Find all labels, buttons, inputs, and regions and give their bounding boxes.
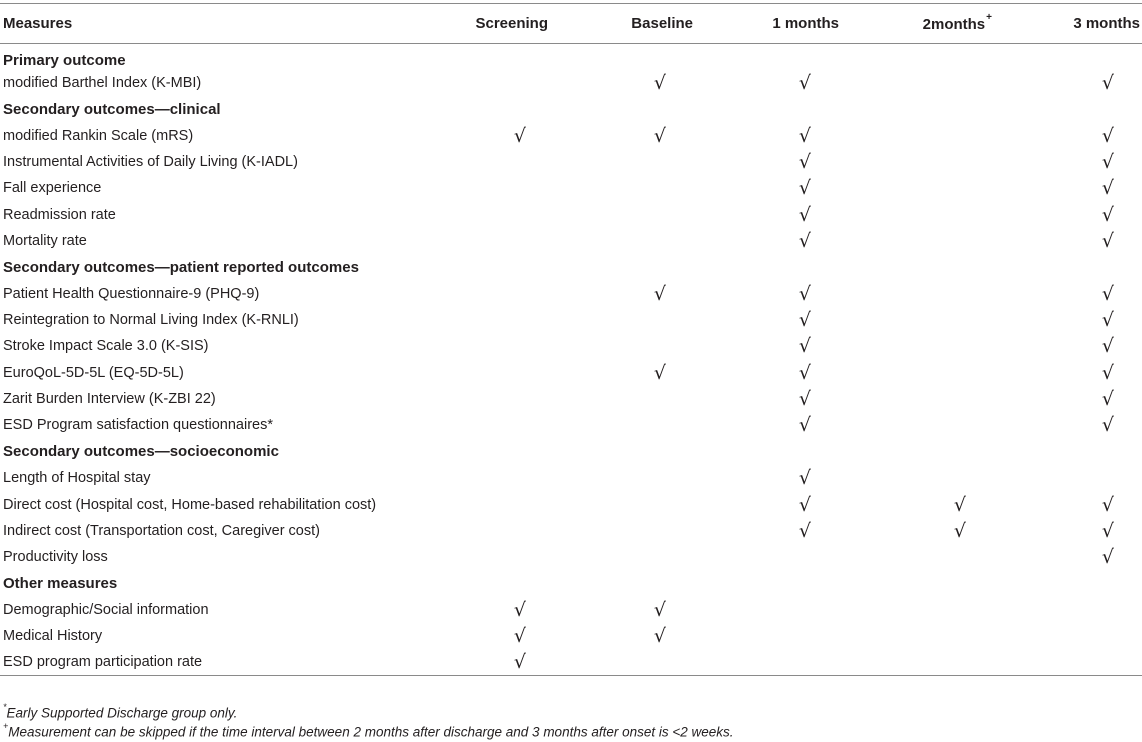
checkmark-icon: √ <box>798 335 811 358</box>
table-row <box>0 70 1142 96</box>
check-cell-screening <box>440 254 580 280</box>
checkmark-icon: √ <box>953 493 966 516</box>
col-header-screening: Screening <box>440 4 580 44</box>
section-row <box>0 570 1142 596</box>
check-cell-1-month <box>727 149 874 175</box>
measure-label: EuroQoL-5D-5L (EQ-5D-5L) <box>3 364 184 381</box>
check-cell-3-months <box>1024 149 1142 175</box>
check-cell-1-month <box>727 465 874 491</box>
check-cell-baseline <box>580 544 727 570</box>
table-row <box>0 597 1142 623</box>
check-cell-3-months <box>1024 123 1142 149</box>
table-body <box>0 44 1142 676</box>
check-cell-baseline <box>580 149 727 175</box>
check-cell-baseline <box>580 570 727 596</box>
checkmark-icon: √ <box>798 309 811 332</box>
check-cell-screening <box>440 439 580 465</box>
check-cell-2-months <box>874 123 1024 149</box>
checkmark-icon: √ <box>1101 177 1114 200</box>
check-cell-1-month <box>727 544 874 570</box>
col-header-2-months-label: 2months <box>922 15 986 33</box>
check-cell-1-month <box>727 412 874 438</box>
check-cell-baseline <box>580 623 727 649</box>
check-cell-baseline <box>580 360 727 386</box>
check-cell-3-months <box>1024 333 1142 359</box>
check-cell-3-months <box>1024 412 1142 438</box>
check-cell-2-months <box>874 96 1024 122</box>
table-row <box>0 149 1142 175</box>
check-cell-3-months <box>1024 439 1142 465</box>
checkmark-icon: √ <box>513 651 526 674</box>
measure-label: ESD program participation rate <box>0 649 440 675</box>
check-cell-1-month <box>727 44 874 70</box>
check-cell-3-months <box>1024 597 1142 623</box>
checkmark-icon: √ <box>653 598 666 621</box>
check-cell-screening <box>440 202 580 228</box>
check-cell-screening <box>440 570 580 596</box>
check-cell-2-months <box>874 465 1024 491</box>
check-cell-3-months <box>1024 281 1142 307</box>
section-row <box>0 96 1142 122</box>
checkmark-icon: √ <box>798 361 811 384</box>
check-cell-screening <box>440 412 580 438</box>
check-cell-baseline <box>580 518 727 544</box>
measure-label: modified Barthel Index (K-MBI) <box>3 75 202 92</box>
table-header <box>0 4 1142 44</box>
check-cell-screening <box>440 544 580 570</box>
checkmark-icon: √ <box>1101 361 1114 384</box>
check-cell-3-months <box>1024 228 1142 254</box>
footnote-2-mark: + <box>3 721 9 731</box>
check-cell-3-months <box>1024 254 1142 280</box>
check-cell-screening <box>440 175 580 201</box>
table-row <box>0 518 1142 544</box>
check-cell-screening <box>440 70 580 96</box>
table-row <box>0 123 1142 149</box>
check-cell-1-month <box>727 360 874 386</box>
check-cell-2-months <box>874 518 1024 544</box>
check-cell-baseline <box>580 649 727 675</box>
measure-label: ESD Program satisfaction questionnaires* <box>3 417 273 434</box>
checkmark-icon: √ <box>798 388 811 411</box>
table-row <box>0 386 1142 412</box>
check-cell-1-month <box>727 228 874 254</box>
check-cell-1-month <box>727 386 874 412</box>
check-cell-3-months <box>1024 386 1142 412</box>
check-cell-1-month <box>727 96 874 122</box>
check-cell-1-month <box>727 123 874 149</box>
check-cell-2-months <box>874 202 1024 228</box>
check-cell-baseline <box>580 281 727 307</box>
check-cell-3-months <box>1024 96 1142 122</box>
checkmark-icon: √ <box>798 230 811 253</box>
section-row <box>0 254 1142 280</box>
check-cell-3-months <box>1024 307 1142 333</box>
check-cell-3-months <box>1024 44 1142 70</box>
checkmark-icon: √ <box>1101 124 1114 147</box>
checkmark-icon: √ <box>953 519 966 542</box>
measure-label: modified Rankin Scale (mRS) <box>3 127 194 144</box>
check-cell-3-months <box>1024 570 1142 596</box>
check-cell-screening <box>440 333 580 359</box>
measure-label: Demographic/Social information <box>3 601 209 618</box>
check-cell-1-month <box>727 518 874 544</box>
col-header-2-months-mark: + <box>986 11 992 23</box>
check-cell-1-month <box>727 307 874 333</box>
checkmark-icon: √ <box>1101 282 1114 305</box>
checkmark-icon: √ <box>1101 493 1114 516</box>
check-cell-1-month <box>727 175 874 201</box>
check-cell-baseline <box>580 412 727 438</box>
checkmark-icon: √ <box>653 361 666 384</box>
check-cell-3-months <box>1024 360 1142 386</box>
table-row <box>0 333 1142 359</box>
footnote-1 <box>3 704 237 721</box>
check-cell-2-months <box>874 281 1024 307</box>
table-row <box>0 649 1142 675</box>
check-cell-screening <box>440 491 580 517</box>
table-row <box>0 412 1142 438</box>
check-cell-2-months <box>874 44 1024 70</box>
check-cell-screening <box>440 623 580 649</box>
check-cell-baseline <box>580 175 727 201</box>
measure-label: Patient Health Questionnaire-9 (PHQ-9) <box>3 285 260 302</box>
checkmark-icon: √ <box>653 625 666 648</box>
checkmark-icon: √ <box>653 72 666 95</box>
check-cell-2-months <box>874 597 1024 623</box>
section-row <box>0 439 1142 465</box>
check-cell-1-month <box>727 623 874 649</box>
section-heading: Secondary outcomes—patient reported outcomes <box>3 258 359 276</box>
section-row <box>0 44 1142 70</box>
check-cell-3-months <box>1024 649 1142 675</box>
check-cell-3-months <box>1024 518 1142 544</box>
check-cell-baseline <box>580 333 727 359</box>
check-cell-2-months <box>874 175 1024 201</box>
check-cell-1-month <box>727 597 874 623</box>
check-cell-3-months <box>1024 202 1142 228</box>
check-cell-screening <box>440 96 580 122</box>
check-cell-screening <box>440 307 580 333</box>
table-row <box>0 281 1142 307</box>
measure-label: Stroke Impact Scale 3.0 (K-SIS) <box>3 338 209 355</box>
footnote-2 <box>3 723 734 740</box>
checkmark-icon: √ <box>798 519 811 542</box>
checkmark-icon: √ <box>653 282 666 305</box>
check-cell-2-months <box>874 412 1024 438</box>
section-heading: Secondary outcomes—socioeconomic <box>3 443 279 461</box>
footnote-1-mark: * <box>3 702 7 712</box>
check-cell-screening <box>440 518 580 544</box>
check-cell-3-months <box>1024 175 1142 201</box>
check-cell-2-months <box>874 386 1024 412</box>
checkmark-icon: √ <box>798 282 811 305</box>
col-header-1-month: 1 months <box>727 4 874 44</box>
check-cell-screening <box>440 649 580 675</box>
measure-label: Readmission rate <box>3 206 116 223</box>
measure-label: Length of Hospital stay <box>3 470 151 487</box>
measure-label: Reintegration to Normal Living Index (K-RNLI) <box>3 312 299 329</box>
check-cell-3-months <box>1024 70 1142 96</box>
checkmark-icon: √ <box>798 203 811 226</box>
check-cell-baseline <box>580 228 727 254</box>
col-header-measures: Measures <box>0 4 440 44</box>
check-cell-3-months <box>1024 465 1142 491</box>
check-cell-screening <box>440 465 580 491</box>
check-cell-3-months <box>1024 544 1142 570</box>
footnote-2-text: Measurement can be skipped if the time interval between 2 months after discharge and 3 months after onset is <2 weeks. <box>8 724 734 740</box>
check-cell-baseline <box>580 386 727 412</box>
check-cell-1-month <box>727 649 874 675</box>
checkmark-icon: √ <box>1101 309 1114 332</box>
checkmark-icon: √ <box>513 124 526 147</box>
table-row <box>0 491 1142 517</box>
check-cell-2-months <box>874 254 1024 280</box>
checkmark-icon: √ <box>1101 72 1114 95</box>
header-row <box>0 4 1142 44</box>
checkmark-icon: √ <box>1101 414 1114 437</box>
check-cell-screening <box>440 44 580 70</box>
checkmark-icon: √ <box>798 493 811 516</box>
measure-label: Productivity loss <box>3 549 108 566</box>
checkmark-icon: √ <box>653 124 666 147</box>
measure-label: Instrumental Activities of Daily Living (K-IADL) <box>3 154 298 171</box>
check-cell-2-months <box>874 228 1024 254</box>
check-cell-2-months <box>874 360 1024 386</box>
check-cell-1-month <box>727 439 874 465</box>
check-cell-baseline <box>580 439 727 465</box>
check-cell-1-month <box>727 333 874 359</box>
check-cell-baseline <box>580 491 727 517</box>
check-cell-2-months <box>874 439 1024 465</box>
table-row <box>0 465 1142 491</box>
check-cell-2-months <box>874 623 1024 649</box>
checkmark-icon: √ <box>798 151 811 174</box>
table-row <box>0 202 1142 228</box>
check-cell-baseline <box>580 202 727 228</box>
table-row <box>0 307 1142 333</box>
checkmark-icon: √ <box>1101 151 1114 174</box>
check-cell-1-month <box>727 70 874 96</box>
check-cell-1-month <box>727 491 874 517</box>
check-cell-2-months <box>874 307 1024 333</box>
measures-table <box>0 3 1142 676</box>
col-header-2-months <box>874 4 1024 44</box>
check-cell-2-months <box>874 649 1024 675</box>
check-cell-screening <box>440 228 580 254</box>
check-cell-baseline <box>580 123 727 149</box>
checkmark-icon: √ <box>1101 203 1114 226</box>
checkmark-icon: √ <box>1101 230 1114 253</box>
footnote-1-text: Early Supported Discharge group only. <box>6 705 238 721</box>
checkmark-icon: √ <box>1101 388 1114 411</box>
check-cell-2-months <box>874 570 1024 596</box>
table-row <box>0 360 1142 386</box>
check-cell-baseline <box>580 44 727 70</box>
checkmark-icon: √ <box>1101 335 1114 358</box>
check-cell-baseline <box>580 597 727 623</box>
check-cell-2-months <box>874 544 1024 570</box>
checkmark-icon: √ <box>798 467 811 490</box>
checkmark-icon: √ <box>1101 519 1114 542</box>
check-cell-2-months <box>874 333 1024 359</box>
check-cell-baseline <box>580 96 727 122</box>
table-row <box>0 228 1142 254</box>
table-row <box>0 544 1142 570</box>
section-heading: Primary outcome <box>3 52 126 70</box>
check-cell-screening <box>440 360 580 386</box>
check-cell-3-months <box>1024 623 1142 649</box>
check-cell-3-months <box>1024 491 1142 517</box>
table-row <box>0 175 1142 201</box>
measure-label: Mortality rate <box>3 233 87 250</box>
checkmark-icon: √ <box>513 625 526 648</box>
check-cell-2-months <box>874 70 1024 96</box>
check-cell-baseline <box>580 307 727 333</box>
check-cell-1-month <box>727 570 874 596</box>
checkmark-icon: √ <box>798 72 811 95</box>
col-header-3-months: 3 months <box>1024 4 1142 44</box>
measure-label: Zarit Burden Interview (K-ZBI 22) <box>3 391 216 408</box>
check-cell-screening <box>440 386 580 412</box>
check-cell-2-months <box>874 491 1024 517</box>
check-cell-2-months <box>874 149 1024 175</box>
checkmark-icon: √ <box>798 414 811 437</box>
measure-label: Medical History <box>3 628 103 645</box>
check-cell-1-month <box>727 281 874 307</box>
table-row <box>0 623 1142 649</box>
col-header-baseline: Baseline <box>580 4 727 44</box>
section-heading: Other measures <box>3 575 118 593</box>
check-cell-1-month <box>727 202 874 228</box>
check-cell-baseline <box>580 465 727 491</box>
check-cell-screening <box>440 281 580 307</box>
check-cell-screening <box>440 123 580 149</box>
checkmark-icon: √ <box>798 177 811 200</box>
check-cell-screening <box>440 597 580 623</box>
measure-label: Fall experience <box>3 180 102 197</box>
checkmark-icon: √ <box>513 598 526 621</box>
check-cell-screening <box>440 149 580 175</box>
check-cell-baseline <box>580 254 727 280</box>
section-heading: Secondary outcomes—clinical <box>3 100 221 118</box>
measure-label: Indirect cost (Transportation cost, Caregiver cost) <box>3 522 320 539</box>
checkmark-icon: √ <box>798 124 811 147</box>
checkmark-icon: √ <box>1101 546 1114 569</box>
measure-label: Direct cost (Hospital cost, Home-based rehabilitation cost) <box>3 496 377 513</box>
check-cell-baseline <box>580 70 727 96</box>
check-cell-1-month <box>727 254 874 280</box>
